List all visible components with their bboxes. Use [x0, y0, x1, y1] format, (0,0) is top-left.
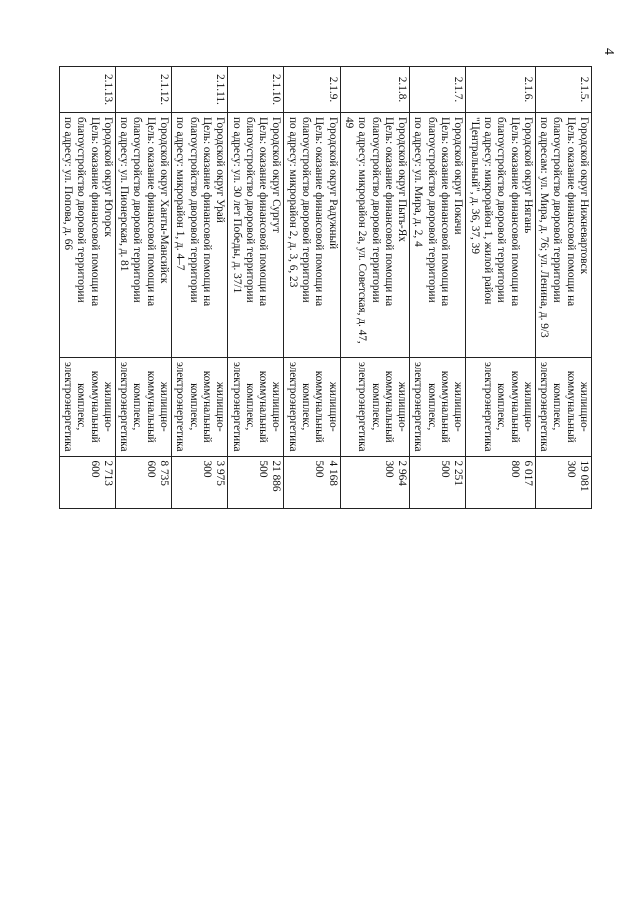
- row-number: 2.1.12.: [115, 67, 171, 113]
- category-line: коммунальный: [313, 370, 326, 443]
- row-number: 2.1.8.: [340, 67, 409, 113]
- municipality-name: Городской округ Пыть-Ях: [396, 117, 409, 242]
- row-amount: 2 964 300: [340, 456, 409, 508]
- row-number: 2.1.9.: [284, 67, 340, 113]
- row-amount: 4 168 500: [284, 456, 340, 508]
- category-line: коммунальный: [439, 370, 452, 443]
- row-amount: 2 251 500: [410, 456, 466, 508]
- description-line: по адресу: ул. Попова, д. 66: [62, 117, 75, 251]
- category-line: электроэнергетика: [118, 362, 131, 452]
- municipality-name: Городской округ Ханты-Мансийск: [158, 117, 171, 284]
- category-line: жилищно-: [396, 381, 409, 432]
- table-row: [410, 67, 466, 509]
- row-category: [59, 358, 115, 457]
- description-line: по адресу: ул. Мира, д. 2, 4: [412, 117, 425, 247]
- municipality-name: Городской округ Югорск: [101, 117, 114, 237]
- row-category: [115, 358, 171, 457]
- category-line: коммунальный: [88, 370, 101, 443]
- category-line: электроэнергетика: [62, 362, 75, 452]
- table-row: [535, 67, 591, 509]
- category-line: жилищно-: [326, 381, 339, 432]
- description-line: Цель: оказание финансовой помощи на благоустройство дворовой территории: [187, 117, 213, 307]
- description-line: по адресу: ул. 30 лет Победы, д. 37/1: [230, 117, 243, 294]
- allocation-table: [59, 66, 592, 509]
- category-line: коммунальный: [257, 370, 270, 443]
- description-line: Цель: оказание финансовой помощи на благоустройство дворовой территории: [369, 117, 395, 307]
- row-description: [115, 113, 171, 358]
- category-line: комплекс,: [243, 383, 256, 431]
- row-description: [340, 113, 409, 358]
- category-line: комплекс,: [495, 383, 508, 431]
- category-line: коммунальный: [144, 370, 157, 443]
- row-description: [410, 113, 466, 358]
- category-line: жилищно-: [158, 381, 171, 432]
- row-category: [535, 358, 591, 457]
- category-line: электроэнергетика: [538, 362, 551, 452]
- category-line: жилищно-: [101, 381, 114, 432]
- municipality-name: Городской округ Нягань: [521, 117, 534, 234]
- category-line: жилищно-коммунальный: [564, 370, 590, 443]
- description-line: Цель: оказание финансовой помощи на благоустройство дворовой территории: [425, 117, 452, 307]
- table-row: [228, 67, 284, 509]
- row-category: [340, 358, 409, 457]
- category-line: электроэнергетика: [230, 362, 243, 452]
- category-line: комплекс,: [187, 383, 200, 431]
- table-row: [59, 67, 115, 509]
- municipality-name: Городской округ Нижневартовск: [578, 117, 590, 275]
- row-description: [228, 113, 284, 358]
- row-number: 2.1.7.: [410, 67, 466, 113]
- municipality-name: Городской округ Урай: [214, 117, 227, 223]
- row-number: 2.1.11.: [172, 67, 228, 113]
- row-number: 2.1.13.: [59, 67, 115, 113]
- category-line: коммунальный: [382, 370, 395, 443]
- description-line: Цель: оказание финансовой помощи на благоустройство дворовой территории: [300, 117, 326, 307]
- table-row: [466, 67, 535, 509]
- category-line: жилищно-коммунальный: [508, 370, 534, 443]
- page-number: 4: [601, 48, 616, 55]
- category-line: комплекс,: [300, 383, 313, 431]
- description-line: Цель: оказание финансовой помощи на благоустройство дворовой территории: [75, 117, 101, 307]
- row-description: [172, 113, 228, 358]
- table-row: [115, 67, 171, 509]
- row-description: [535, 113, 591, 358]
- description-line: по адресам: ул. Мира, д. 76; ул. Ленина, д. 9/3: [538, 117, 551, 338]
- row-category: [172, 358, 228, 457]
- row-amount: 8 735 600: [115, 456, 171, 508]
- table-row: [172, 67, 228, 509]
- table-body: [59, 67, 591, 509]
- description-line: по адресу: микрорайон 1, жилой район "Центральный", д. 36, 37, 39: [468, 117, 494, 305]
- description-line: по адресу: микрорайон 2, д. 3, 6, 23: [286, 117, 299, 288]
- row-description: [284, 113, 340, 358]
- row-category: [466, 358, 535, 457]
- description-line: Цель: оказание финансовой помощи на благоустройство дворовой территории: [243, 117, 270, 307]
- row-number: 2.1.5.: [535, 67, 591, 113]
- row-amount: 21 886 500: [228, 456, 284, 508]
- row-number: 2.1.10.: [228, 67, 284, 113]
- table-row: [340, 67, 409, 509]
- category-line: комплекс,: [369, 383, 382, 431]
- table-row: [284, 67, 340, 509]
- description-line: Цель: оказание финансовой помощи на благоустройство дворовой территории: [551, 117, 577, 307]
- category-line: жилищно-: [214, 381, 227, 432]
- row-category: [284, 358, 340, 457]
- row-description: [466, 113, 535, 358]
- municipality-name: Городской округ Сургут: [270, 117, 283, 233]
- category-line: комплекс,: [75, 383, 88, 431]
- municipality-name: Городской округ Покачи: [452, 117, 465, 235]
- description-line: по адресу: микрорайон 1, д. 4–7: [174, 117, 187, 271]
- category-line: коммунальный: [200, 370, 213, 443]
- row-amount: 2 713 600: [59, 456, 115, 508]
- category-line: электроэнергетика: [481, 362, 494, 452]
- row-amount: 19 081 300: [535, 456, 591, 508]
- category-line: жилищно-: [270, 381, 283, 432]
- description-line: Цель: оказание финансовой помощи на благоустройство дворовой территории: [495, 117, 521, 307]
- description-line: Цель: оказание финансовой помощи на благоустройство дворовой территории: [131, 117, 157, 307]
- description-line: по адресу: ул. Пионерская, д. 81: [118, 117, 131, 272]
- category-line: электроэнергетика: [286, 362, 299, 452]
- row-description: [59, 113, 115, 358]
- description-line: по адресу: микрорайон 2а, ул. Советская, д. 47, 49: [342, 117, 369, 344]
- category-line: комплекс,: [131, 383, 144, 431]
- municipality-name: Городской округ Радужный: [326, 117, 339, 250]
- row-category: [228, 358, 284, 457]
- category-line: электроэнергетика: [412, 362, 425, 452]
- category-line: электроэнергетика: [356, 362, 369, 452]
- row-amount: 3 975 300: [172, 456, 228, 508]
- category-line: комплекс,: [425, 383, 438, 431]
- row-category: [410, 358, 466, 457]
- category-line: жилищно-: [452, 381, 465, 432]
- category-line: электроэнергетика: [174, 362, 187, 452]
- row-amount: 6 017 800: [466, 456, 535, 508]
- category-line: комплекс,: [551, 383, 564, 431]
- row-number: 2.1.6.: [466, 67, 535, 113]
